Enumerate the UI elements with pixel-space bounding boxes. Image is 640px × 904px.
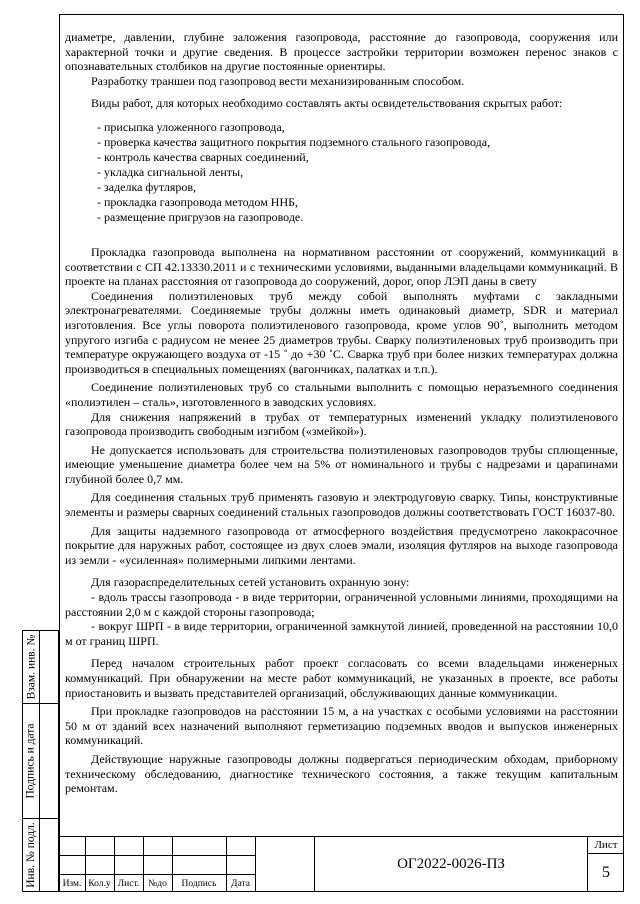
document-code: ОГ2022-0026-ПЗ (397, 856, 505, 872)
paragraph-flattened-pipes: Не допускается использовать для строительства полиэтиленовых газопроводов трубы сплющенные, имеющие уменьшение диаметра более чем на 5% от номинального и трубы с надрезами и царапинами глубиной более 0,7 мм. (65, 442, 618, 486)
side-stamp-inventory (22, 818, 59, 892)
paragraph-approval: Перед началом строительных работ проект согласовать со всеми владельцами инженерных коммуникаций. При обнаружении на месте работ коммуникаций, не указанных в проекте, все работы приостановить и вызвать представителей организаций, обслуживающих данные коммуникации. (65, 656, 618, 700)
column-list: Лист. (117, 879, 140, 889)
column-date: Дата (231, 879, 250, 889)
column-izm: Изм. (62, 879, 82, 889)
list-item: - прокладка газопровода методом ННБ, (97, 194, 299, 209)
side-stamp-vzam-label: Взам. инв. № (25, 634, 37, 700)
paragraph-trench: Разработку траншеи под газопровод вести механизированным способом. (91, 73, 465, 88)
list-item: - заделка футляров, (97, 179, 197, 194)
list-item: - проверка качества защитного покрытия подземного стального газопровода, (97, 134, 491, 149)
side-stamp-vzam (22, 630, 59, 704)
list-item: - укладка сигнальной ленты, (97, 164, 244, 179)
sheet-label: Лист (594, 839, 618, 851)
paragraph-coating: Для защиты надземного газопровода от атмосферного воздействия предусмотрено лакокрасочное покрытие для наружных работ, состоящее из двух слоев эмали, изоляция футляров на выходе газопровода из земли - «усиленная» полимерными липкими лентами. (65, 523, 618, 567)
hidden-works-list (65, 120, 618, 225)
paragraph-snake: Для снижения напряжений в трубах от температурных изменений укладку полиэтиленового газопровода производить свободным изгибом («змейкой»). (65, 409, 618, 439)
side-stamp-inventory-label: Инв. № подл. (25, 822, 37, 888)
sheet-number: 5 (602, 863, 610, 881)
column-ndok: №до (148, 879, 167, 889)
paragraph-pe-steel: Соединение полиэтиленовых труб со стальными выполнить с помощью неразъемного соединения «полиэтилен – сталь», изготовленного в заводских условиях. (65, 380, 618, 409)
paragraph-maintenance: Действующие наружные газопроводы должны подвергаться периодическим обходам, приборному техническому обследованию, диагностике технического состояния, а также текущим капитальным ремонтам. (65, 751, 618, 796)
paragraph-hidden-works: Виды работ, для которых необходимо составлять акты освидетельствования скрытых работ: (91, 96, 563, 111)
paragraph-protection-zone: Для газораспределительных сетей установить охранную зону: (91, 575, 410, 590)
document-body (65, 30, 618, 796)
title-block (59, 836, 624, 892)
list-item: - присыпка уложенного газопровода, (97, 119, 285, 134)
paragraph-distances: Прокладка газопровода выполнена на нормативном расстоянии от сооружений, коммуникаций в соответствии с СП 42.13330.2011 и с техническими условиями, выданными владельцами коммуникаций. В проекте на планах расстояния от газопровода до сооружений, дорог, опор ЛЭП даны в свету (65, 244, 618, 289)
side-stamp-signature-label: Подпись и дата (25, 723, 38, 799)
paragraph-pe-joints: Соединения полиэтиленовых труб между собой выполнять муфтами с закладными электронагревателями. Соединяемые трубы должны иметь одинаковый диаметр, SDR и материал изготовления. Все углы поворота полиэтиленового газопровода, кроме углов 90˚, выполнить методом упругого изгиба с радиусом не менее 25 диаметров трубы. Сварку полиэтиленовых труб производить при температуре окружающего воздуха от -15 ˚ до +30 ˚С. Сварка труб при более низких температурах должна производиться в специальных помещениях (вагончиках, палатках и т.п.). (65, 288, 618, 376)
paragraph-markers: диаметре, давлении, глубине заложения газопровода, расстояние до газопровода, сооружения или характерной точки и другие сведения. В процессе застройки территории возможен перенос знаков с опознавательных столбиков на другие постоянные ориентиры. (65, 30, 618, 74)
list-item: - контроль качества сварных соединений, (97, 149, 309, 164)
paragraph-sealing: При прокладке газопроводов на расстоянии 15 м, а на участках с особыми условиями на расстоянии 50 м от зданий всех назначений выполняют герметизацию подземных вводов и выпусков инженерных коммуникаций. (65, 704, 618, 748)
paragraph-steel-welding: Для соединения стальных труб применять газовую и электродуговую сварку. Типы, конструктивные элементы и размеры сварных соединений стальных газопроводов должны соответствовать ГОСТ 16037-80. (65, 490, 618, 520)
column-signature: Подпись (181, 879, 217, 889)
side-stamp-signature (22, 703, 59, 819)
list-item: - размещение пригрузов на газопроводе. (97, 209, 304, 224)
paragraph-zone-route: - вдоль трассы газопровода - в виде территории, ограниченной условными линиями, проходящими на расстоянии 2,0 м с каждой стороны газопровода; (65, 590, 618, 619)
paragraph-zone-shrp: - вокруг ШРП - в виде территории, ограниченной замкнутой линией, проведенной на расстоянии 10,0 м от границ ШРП. (65, 619, 618, 648)
column-kol: Кол.у (88, 879, 111, 889)
